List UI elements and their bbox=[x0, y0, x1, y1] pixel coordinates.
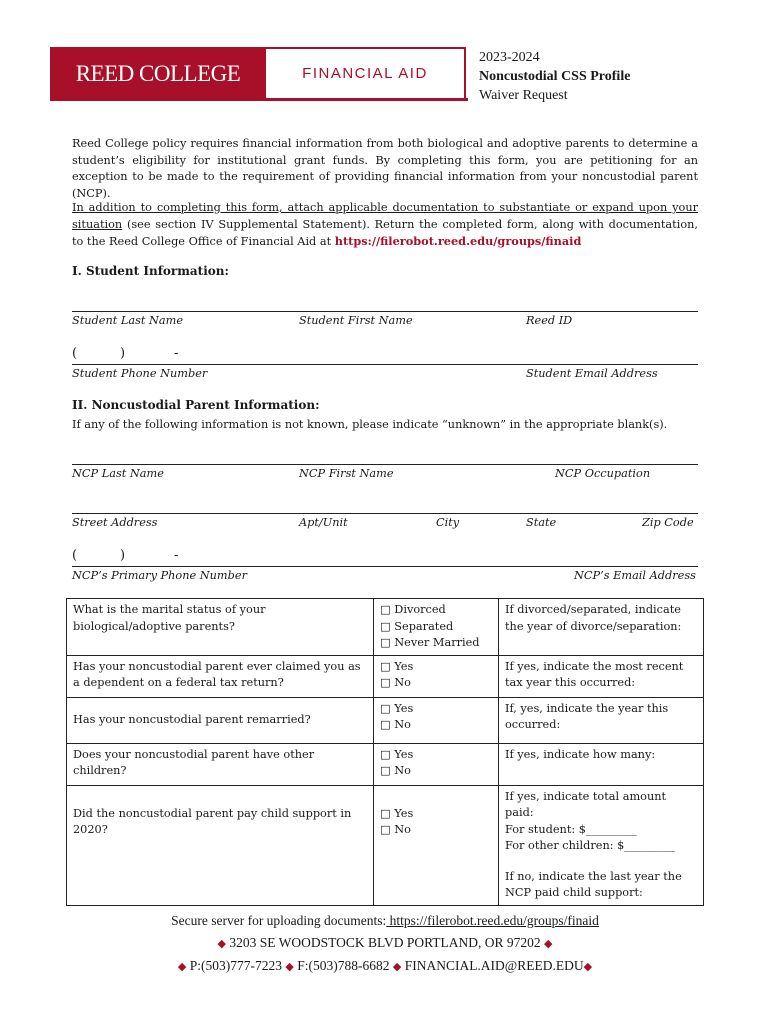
section-ncp-heading: II. Noncustodial Parent Information: bbox=[72, 398, 320, 412]
ncp-street-label: Street Address bbox=[72, 516, 158, 529]
question-text: Has your noncustodial parent remarried? bbox=[67, 697, 374, 743]
options-cell bbox=[374, 655, 499, 697]
footer-phone: P:(503)777-7223 bbox=[189, 958, 282, 973]
checkbox-separated[interactable]: □ Separated bbox=[380, 619, 454, 633]
followup-student-amount[interactable]: For student: $_________ bbox=[505, 822, 637, 836]
reed-id-label: Reed ID bbox=[526, 314, 573, 327]
checkbox-yes[interactable]: □ Yes bbox=[380, 701, 414, 715]
ncp-occupation-label: NCP Occupation bbox=[555, 467, 651, 480]
footer-upload bbox=[0, 913, 770, 929]
ncp-unknown-note: If any of the following information is not known, please indicate “unknown” in the appropriate blank(s). bbox=[72, 418, 668, 431]
ncp-last-name-label: NCP Last Name bbox=[72, 467, 164, 480]
checkbox-yes[interactable]: □ Yes bbox=[380, 659, 414, 673]
financial-aid-logo bbox=[266, 47, 466, 100]
diamond-icon: ◆ bbox=[285, 961, 294, 973]
question-text: Did the noncustodial parent pay child support in 2020? bbox=[67, 785, 374, 905]
student-email-label: Student Email Address bbox=[526, 367, 658, 380]
reed-college-logo bbox=[50, 47, 266, 100]
diamond-icon: ◆ bbox=[392, 961, 402, 973]
student-phone-open-paren: ( bbox=[72, 346, 78, 361]
checkbox-yes[interactable]: □ Yes bbox=[380, 747, 414, 761]
options-cell bbox=[374, 743, 499, 785]
upload-link[interactable]: https://filerobot.reed.edu/groups/finaid bbox=[334, 234, 582, 248]
footer-upload-link[interactable]: https://filerobot.reed.edu/groups/finaid bbox=[386, 913, 599, 928]
question-row-remarried bbox=[67, 697, 704, 743]
form-title: Noncustodial CSS Profile bbox=[479, 69, 631, 84]
footer-email[interactable]: FINANCIAL.AID@REED.EDU bbox=[404, 958, 584, 973]
footer-upload-label: Secure server for uploading documents: bbox=[171, 913, 387, 928]
ncp-name-line[interactable] bbox=[72, 464, 698, 465]
options-cell bbox=[374, 785, 499, 905]
question-text: Has your noncustodial parent ever claimed you as a dependent on a federal tax return? bbox=[67, 655, 374, 697]
ncp-state-label: State bbox=[526, 516, 557, 529]
followup-cell[interactable]: If yes, indicate how many: bbox=[499, 743, 704, 785]
options-cell bbox=[374, 697, 499, 743]
question-row-child-support bbox=[67, 785, 704, 905]
form-subtitle: Waiver Request bbox=[479, 88, 568, 103]
ncp-email-label: NCP’s Email Address bbox=[574, 569, 696, 582]
student-phone-email-line[interactable] bbox=[72, 364, 698, 365]
question-text: What is the marital status of your biological/adoptive parents? bbox=[67, 599, 374, 656]
diamond-icon: ◆ bbox=[544, 938, 553, 950]
ncp-phone-open-paren: ( bbox=[72, 548, 78, 563]
ncp-phone-email-line[interactable] bbox=[72, 566, 698, 567]
ncp-apt-label: Apt/Unit bbox=[299, 516, 348, 529]
followup-amount-label: If yes, indicate total amount paid: bbox=[505, 789, 667, 819]
ncp-city-label: City bbox=[436, 516, 460, 529]
ncp-phone-dash: - bbox=[174, 548, 179, 563]
ncp-address-line[interactable] bbox=[72, 513, 698, 514]
question-row-dependent bbox=[67, 655, 704, 697]
followup-cell[interactable]: If yes, indicate the most recent tax year this occurred: bbox=[499, 655, 704, 697]
checkbox-no[interactable]: □ No bbox=[380, 823, 411, 836]
diamond-icon: ◆ bbox=[583, 961, 593, 973]
ncp-phone-label: NCP’s Primary Phone Number bbox=[72, 569, 247, 582]
logo-text: REED COLLEGE bbox=[75, 60, 241, 86]
intro-paragraph: Reed College policy requires financial information from both biological and adoptive parents to determine a student’s eligibility for institutional grant funds. By completing this form, you are petitioning for an exception to be made to the requirement of providing financial information from your noncustodial parent (NCP). bbox=[72, 137, 698, 200]
form-year: 2023-2024 bbox=[479, 50, 540, 65]
diamond-icon: ◆ bbox=[217, 938, 226, 950]
student-first-name-label: Student First Name bbox=[299, 314, 413, 327]
question-row-children bbox=[67, 743, 704, 785]
checkbox-no[interactable]: □ No bbox=[380, 764, 411, 777]
checkbox-yes[interactable]: □ Yes bbox=[380, 806, 414, 820]
footer-contact bbox=[0, 958, 770, 974]
section-student-heading: I. Student Information: bbox=[72, 264, 229, 278]
checkbox-no[interactable]: □ No bbox=[380, 676, 411, 689]
diamond-icon: ◆ bbox=[177, 961, 187, 973]
followup-cell[interactable]: If divorced/separated, indicate the year of divorce/separation: bbox=[499, 599, 704, 656]
logo-underline bbox=[50, 98, 468, 101]
followup-cell[interactable] bbox=[499, 785, 704, 905]
spacer bbox=[505, 855, 697, 869]
options-cell bbox=[374, 599, 499, 656]
question-row-marital bbox=[67, 599, 704, 656]
logo-financial-aid-text: FINANCIAL AID bbox=[302, 65, 428, 82]
question-text: Does your noncustodial parent have other children? bbox=[67, 743, 374, 785]
footer-address-text: 3203 SE WOODSTOCK BLVD PORTLAND, OR 97202 bbox=[229, 935, 541, 950]
followup-other-children-amount[interactable]: For other children: $_________ bbox=[505, 839, 676, 852]
student-phone-dash: - bbox=[174, 346, 179, 361]
student-name-line[interactable] bbox=[72, 311, 698, 312]
ncp-questions-table bbox=[66, 598, 704, 906]
ncp-phone-close-paren: ) bbox=[120, 548, 126, 563]
ncp-first-name-label: NCP First Name bbox=[299, 467, 394, 480]
followup-last-year-label: If no, indicate the last year the NCP paid child support: bbox=[505, 869, 682, 899]
instructions-text: (see section IV Supplemental Statement). Return the completed form, along with documentation, to the Reed College Office of Financial Aid at bbox=[72, 217, 698, 248]
form-title-block bbox=[479, 48, 630, 105]
checkbox-divorced[interactable]: □ Divorced bbox=[380, 603, 446, 616]
followup-cell[interactable]: If, yes, indicate the year this occurred: bbox=[499, 697, 704, 743]
footer-fax: F:(503)788-6682 bbox=[297, 958, 390, 973]
instructions-underlined: In addition to completing this form, attach applicable documentation to substantiate or expand upon your situation bbox=[72, 201, 698, 231]
instructions-paragraph bbox=[72, 200, 698, 251]
ncp-zip-label: Zip Code bbox=[642, 516, 694, 529]
checkbox-never-married[interactable]: □ Never Married bbox=[380, 636, 480, 649]
student-phone-label: Student Phone Number bbox=[72, 367, 208, 380]
student-phone-close-paren: ) bbox=[120, 346, 126, 361]
checkbox-no[interactable]: □ No bbox=[380, 718, 411, 731]
footer-address bbox=[0, 935, 770, 951]
student-last-name-label: Student Last Name bbox=[72, 314, 184, 327]
